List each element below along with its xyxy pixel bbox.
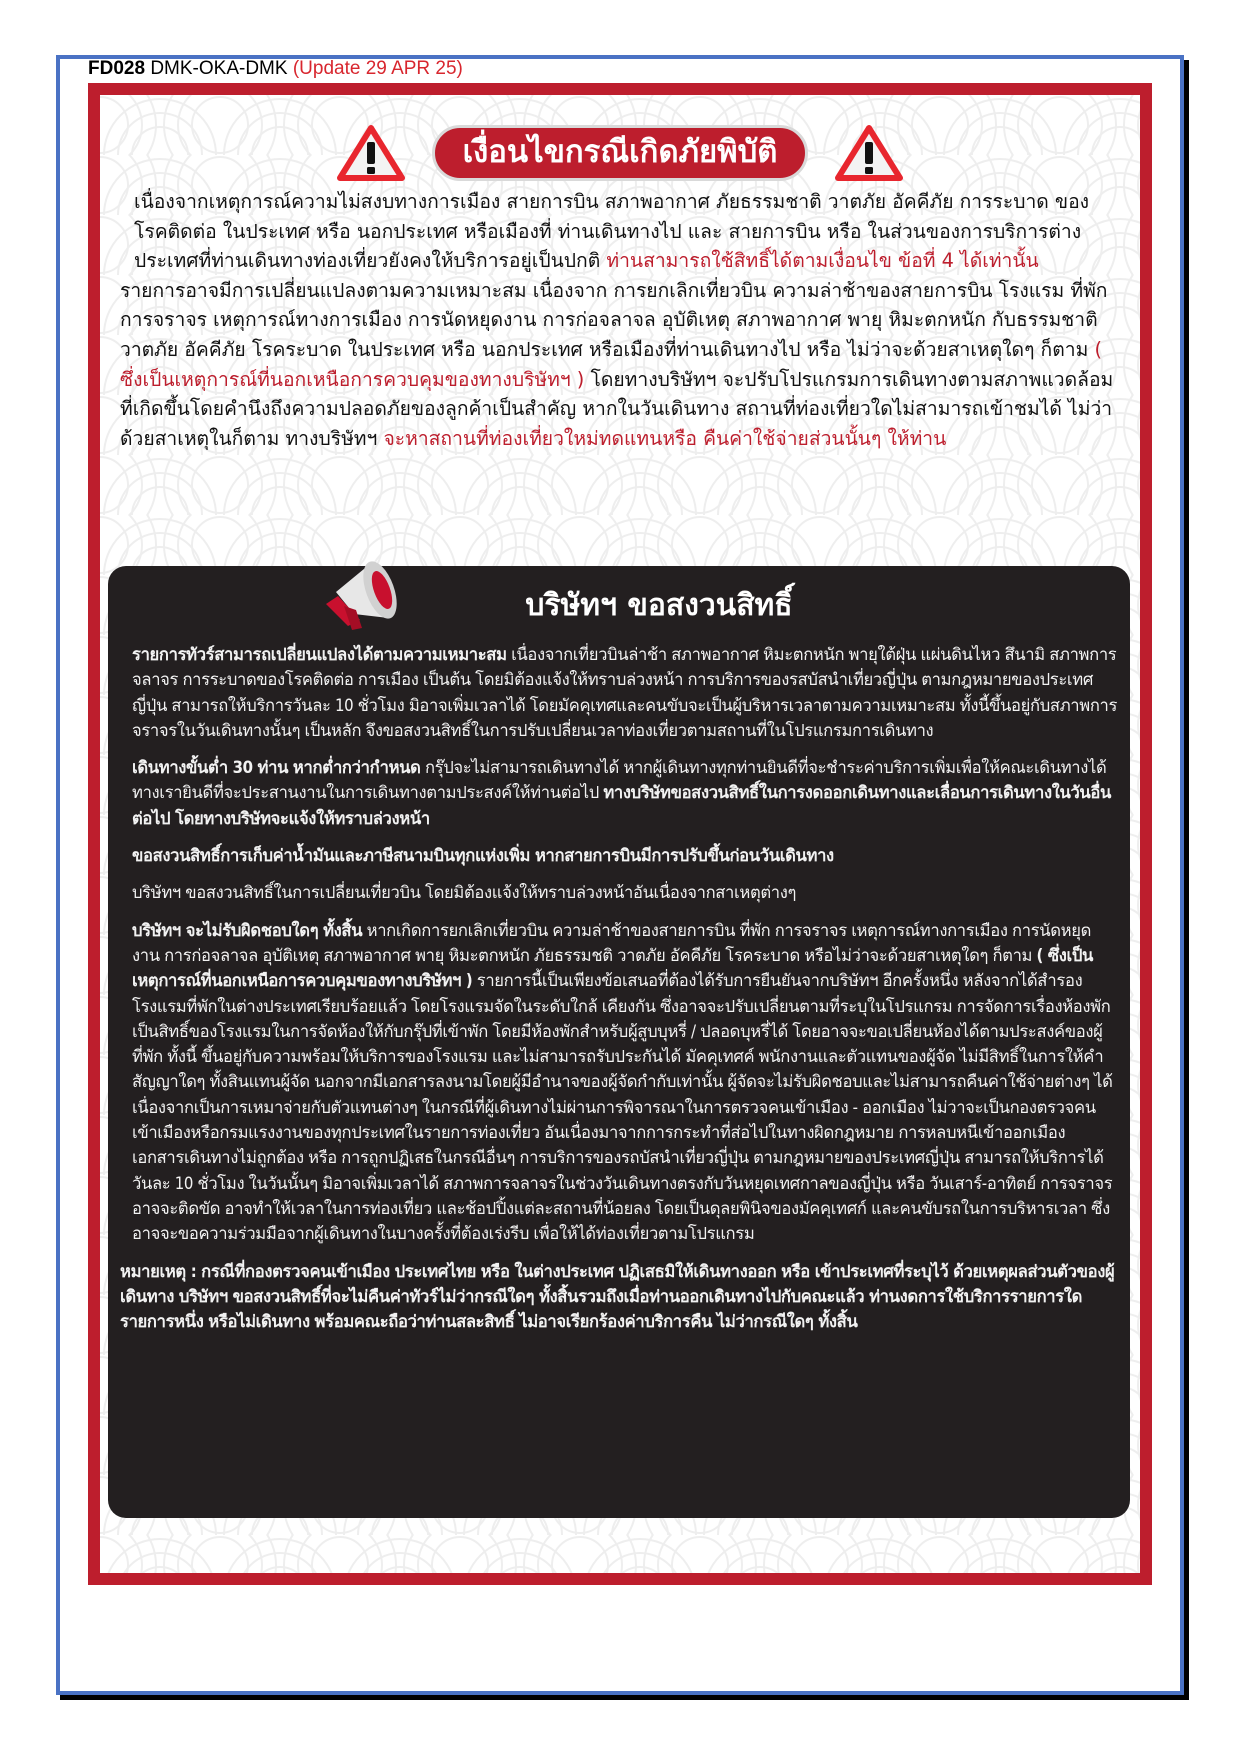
note-paragraph — [120, 1259, 1118, 1335]
highlight-text: ท่านสามารถใช้สิทธิ์ได้ตามเงื่อนไข ข้อที่ 4 ได้เท่านั้น — [606, 249, 1039, 273]
highlight-text: จะหาสถานที่ท่องเที่ยวใหม่ทดแทนหรือ คืนค่าใช้จ่ายส่วนนั้นๆ ให้ท่าน — [383, 426, 947, 450]
bold-text: ทางบริษัทขอสงวนสิทธิ์ในการงดออกเดินทางและเลื่อนการเดินทางในวันอื่นต่อไป โดยทางบริษัทจะแจ้งให้ทราบล่วงหน้า — [132, 783, 1112, 828]
reservation-rights-box — [108, 566, 1130, 1518]
disaster-title: เงื่อนไขกรณีเกิดภัยพิบัติ — [432, 125, 809, 181]
tour-route: DMK-OKA-DMK — [150, 58, 288, 79]
rights-paragraph — [120, 755, 1118, 831]
reservation-rights-title: บริษัทฯ ขอสงวนสิทธิ์ — [525, 588, 793, 623]
bold-text: บริษัทฯ จะไม่รับผิดชอบใดๆ ทั้งสิ้น — [132, 920, 363, 940]
paragraph-text: รายการอาจมีการเปลี่ยนแปลงตามความเหมาะสม เนื่องจาก การยกเลิกเที่ยวบิน ความล่าช้าของสายการบิน โรงแรม ที่พัก การจราจร เหตุการณ์ทางการเมือง การนัดหยุดงาน การก่อจลาจล อุบัติเหตุ สภาพอากาศ พายุ หิมะตกหนัก กับธรรมชาติ วาตภัย อัคคีภัย โรคระบาด ในประเทศ หรือ นอกประเทศ หรือเมืองที่ท่านเดินทางไป หรือ ไม่ว่าจะด้วยสาเหตุใดๆ ก็ตาม — [120, 278, 1108, 361]
note-text: หมายเหตุ : กรณีที่กองตรวจคนเข้าเมือง ประเทศไทย หรือ ในต่างประเทศ ปฏิเสธมิให้เดินทางออก หรือ เข้าประเทศที่ระบุไว้ ด้วยเหตุผลส่วนตัวของผู้เดินทาง บริษัทฯ ขอสงวนสิทธิ์ที่จะไม่คืนค่าทัวร์ไม่ว่ากรณีใดๆ ทั้งสิ้นรวมถึงเมื่อท่านออกเดินทางไปกับคณะแล้ว ท่านงดการใช้บริการรายการใดรายการหนึ่ง หรือไม่เดินทาง พร้อมคณะถือว่าท่านสละสิทธิ์ ไม่อาจเรียกร้องค่าบริการคืน ไม่ว่ากรณีใดๆ ทั้งสิ้น — [120, 1261, 1115, 1332]
tour-code: FD028 — [88, 58, 146, 79]
terms-panel — [88, 83, 1152, 1585]
bold-text: ขอสงวนสิทธิ์การเก็บค่าน้ำมันและภาษีสนามบินทุกแห่งเพิ่ม หากสายการบินมีการปรับขึ้นก่อนวันเดินทาง — [132, 846, 834, 866]
rights-paragraph — [120, 843, 1118, 868]
reservation-rights-text — [120, 642, 1118, 1346]
rights-paragraph — [120, 918, 1118, 1247]
terms-panel-inner — [100, 95, 1140, 1573]
disaster-paragraph-2 — [120, 276, 1118, 454]
rights-paragraph — [120, 880, 1118, 905]
disaster-conditions-text — [120, 187, 1118, 453]
paragraph-text: บริษัทฯ ขอสงวนสิทธิ์ในการเปลี่ยนเที่ยวบิน โดยมิต้องแจ้งให้ทราบล่วงหน้าอันเนื่องจากสาเหตุต่างๆ — [132, 883, 797, 903]
bold-text: รายการทัวร์สามารถเปลี่ยนแปลงได้ตามความเหมาะสม — [132, 645, 507, 664]
paragraph-text: หากเกิดการยกเลิกเที่ยวบิน ความล่าช้าของสายการบิน ที่พัก การจราจร เหตุการณ์ทางการเมือง การนัดหยุดงาน การก่อจลาจล อุบัติเหตุ สภาพอากาศ พายุ หิมะตกหนัก ภัยธรรมชติ วาตภัย อัคคีภัย โรคระบาด หรือไม่ว่าจะด้วยสาเหตุใดๆ ก็ตาม — [132, 920, 1092, 965]
paragraph-text: โดยทางบริษัทฯ จะปรับโปรแกรมการเดินทางตามสภาพแวดล้อมที่เกิดขึ้นโดยคำนึงถึงความปลอดภัยของลูกค้าเป็นสำคัญ หากในวันเดินทาง สถานที่ท่องเที่ยวใดไม่สามารถเข้าชมได้ ไม่ว่าด้วยสาเหตุในก็ตาม ทางบริษัทฯ — [120, 367, 1114, 450]
bold-text: ( ซึ่งเป็นเหตุการณ์ที่นอกเหนือการควบคุมของทางบริษัทฯ ) — [132, 945, 1094, 991]
disaster-title-row — [100, 123, 1140, 183]
warning-triangle-icon — [834, 124, 904, 182]
disaster-paragraph-1 — [120, 187, 1118, 276]
paragraph-text: เนื่องจากเหตุการณ์ความไม่สงบทางการเมือง สายการบิน สภาพอากาศ ภัยธรรมชาติ วาตภัย อัคคีภัย การระบาด ของโรคติดต่อ ในประเทศ หรือ นอกประเทศ หรือเมืองที่ ท่านเดินทางไป และ สายการบิน หรือ ในส่วนของการบริการต่างประเทศที่ท่านเดินทางท่องเที่ยวยังคงให้บริการอยู่เป็นปกติ — [134, 190, 1090, 273]
update-date: (Update 29 APR 25) — [292, 58, 463, 79]
page-border-shadow — [1184, 60, 1189, 1700]
paragraph-text: กรุ๊ปจะไม่สามารถเดินทางได้ หากผู้เดินทางทุกท่านยินดีที่จะชำระค่าบริการเพิ่มเพื่อให้คณะเดินทางได้ ทางเรายินดีที่จะประสานงานในการเดินทางตามประสงค์ให้ท่านต่อไป — [132, 758, 1107, 803]
highlight-text: ( ซึ่งเป็นเหตุการณ์ที่นอกเหนือการควบคุมของทางบริษัทฯ ) — [120, 337, 1102, 391]
warning-triangle-icon — [336, 124, 406, 182]
page-border-shadow — [60, 1695, 1189, 1700]
rights-paragraph — [120, 642, 1118, 743]
document-header — [88, 57, 463, 81]
paragraph-text: รายการนี้เป็นเพียงข้อเสนอที่ต้องได้รับการยืนยันจากบริษัทฯ อีกครั้งหนึ่ง หลังจากได้สำรองโรงแรมที่พักในต่างประเทศเรียบร้อยแล้ว โดยโรงแรมจัดในระดับใกล้ เคียงกัน ซึ่งอาจจะปรับเปลี่ยนตามที่ระบุในโปรแกรม การจัดการเรื่องห้องพัก เป็นสิทธิ์ของโรงแรมในการจัดห้องให้กับกรุ๊ปที่เข้าพัก โดยมีห้องพักสำหรับผู้สูบบุหรี่ / ปลอดบุหรี่ได้ โดยอาจจะขอเปลี่ยนห้องได้ตามประสงค์ของผู้ที่พัก ทั้งนี้ ขึ้นอยู่กับความพร้อมให้บริการของโรงแรม และไม่สามารถรับประกันได้ มัคคุเทศค์ พนักงานและตัวแทนของผู้จัด ไม่มีสิทธิ์ในการให้คำสัญญาใดๆ ทั้งสินแทนผู้จัด นอกจากมีเอกสารลงนามโดยผู้มีอำนาจของผู้จัดกำกับเท่านั้น ผู้จัดจะไม่รับผิดชอบและไม่สามารถคืนค่าใช้จ่ายต่างๆ ได้เนื่องจากเป็นการเหมาจ่ายกับตัวแทนต่างๆ ในกรณีที่ผู้เดินทางไม่ผ่านการพิจารณาในการตรวจคนเข้าเมือง - ออกเมือง ไม่วาจะเป็นกองตรวจคนเข้าเมืองหรือกรมแรงงานของทุกประเทศในรายการท่องเที่ยว อันเนื่องมาจากการกระทำที่ส่อไปในทางผิดกฎหมาย การหลบหนีเข้าออกเมือง เอกสารเดินทางไม่ถูกต้อง หรือ การถูกปฏิเสธในกรณีอื่นๆ การบริการของรถบัสนำเที่ยวญี่ปุ่น ตามกฎหมายของประเทศญี่ปุ่น สามารถให้บริการได้วันละ 10 ชั่วโมง ในวันนั้นๆ มิอาจเพิ่มเวลาได้ สภาพการจลาจรในช่วงวันเดินทางตรงกับวันหยุดเทศกาลของญี่ปุ่น หรือ วันเสาร์-อาทิตย์ การจราจรอาจจะติดขัด อาจทำให้เวลาในการท่องเที่ยว และช้อปปิ้งแต่ละสถานที่น้อยลง โดยเป็นดุลยพินิจของมัคคุเทศก์ และคนขับรถในการบริหารเวลา ซึ่งอาจจะขอความร่วมมือจากผู้เดินทางในบางครั้งที่ต้องเร่งรีบ เพื่อให้ได้ท่องเที่ยวตามโปรแกรม — [132, 971, 1113, 1244]
paragraph-text: เนื่องจากเที่ยวบินล่าช้า สภาพอากาศ หิมะตกหนัก พายุใต้ฝุ่น แผ่นดินไหว สึนามิ สภาพการจลาจร การระบาดของโรคติดต่อ การเมือง เป็นต้น โดยมิต้องแจ้งให้ทราบล่วงหน้า การบริการของรสบัสนำเที่ยวญี่ปุ่น ตามกฎหมายของประเทศญี่ปุ่น สามารถให้บริการวันละ 10 ชั่วโมง มิอาจเพิ่มเวลาได้ โดยมัคคุเทศและคนขับจะเป็นผู้บริหารเวลาตามความเหมาะสม ทั้งนี้ขึ้นอยู่กับสภาพการจราจรในวันเดินทางนั้นๆ เป็นหลัก จึงขอสงวนสิทธิ์ในการปรับเปลี่ยนเวลาท่องเที่ยวตามสถานที่ในโปรแกรมการเดินทาง — [132, 645, 1118, 740]
bold-text: เดินทางขั้นต่ำ 30 ท่าน หากต่ำกว่ากำหนด — [132, 758, 421, 778]
